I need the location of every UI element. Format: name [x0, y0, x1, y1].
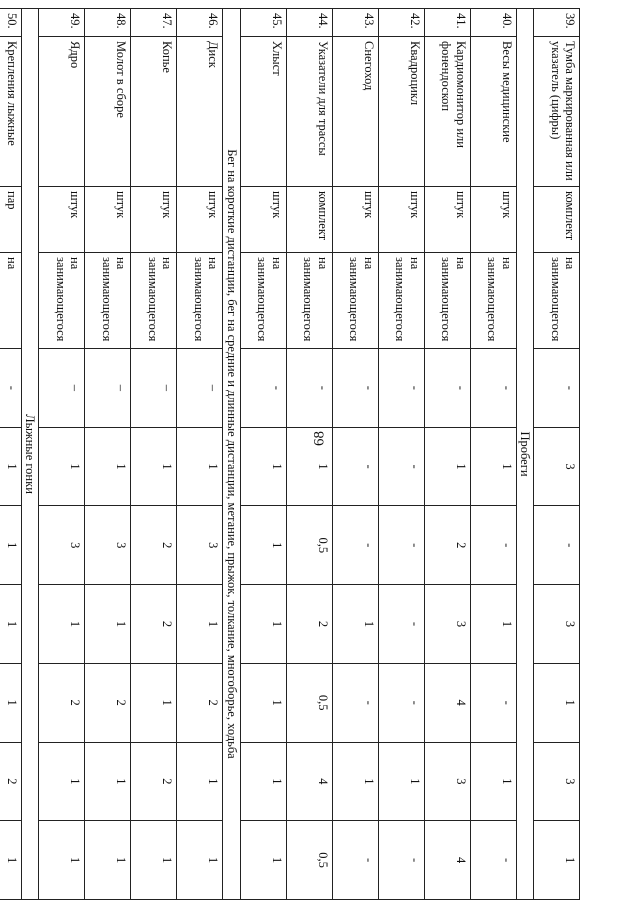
- value-cell: 1: [85, 742, 131, 821]
- measure-cell: на занимающегося: [534, 253, 580, 349]
- value-cell: 1: [85, 585, 131, 664]
- value-cell: 2: [131, 506, 177, 585]
- value-cell: 1: [131, 663, 177, 742]
- value-cell: –: [131, 349, 177, 428]
- value-cell: 1: [424, 427, 470, 506]
- equipment-table: [0, 8, 580, 900]
- row-number: 44.: [286, 9, 332, 37]
- row-number: 40.: [470, 9, 516, 37]
- value-cell: 1: [240, 821, 286, 900]
- equipment-table-body: [0, 9, 580, 900]
- table-row: [332, 9, 378, 900]
- value-cell: 0,5: [286, 821, 332, 900]
- value-cell: 1: [39, 821, 85, 900]
- page-number: 68: [311, 431, 328, 446]
- row-number: 43.: [332, 9, 378, 37]
- value-cell: 1: [534, 663, 580, 742]
- unit-cell: штук: [332, 187, 378, 253]
- value-cell: -: [0, 349, 21, 428]
- measure-cell: на занимающегося: [85, 253, 131, 349]
- row-number: 42.: [378, 9, 424, 37]
- value-cell: 1: [177, 821, 223, 900]
- row-number: 39.: [534, 9, 580, 37]
- value-cell: 4: [424, 663, 470, 742]
- value-cell: 2: [85, 663, 131, 742]
- item-name: Квадроцикл: [378, 37, 424, 187]
- value-cell: 3: [177, 506, 223, 585]
- unit-cell: штук: [131, 187, 177, 253]
- unit-cell: штук: [85, 187, 131, 253]
- value-cell: 3: [534, 427, 580, 506]
- value-cell: -: [378, 427, 424, 506]
- value-cell: -: [332, 821, 378, 900]
- section-header-row: [223, 9, 240, 900]
- table-row: [39, 9, 85, 900]
- item-name: Тумба маркированная или указатель (цифры): [534, 37, 580, 187]
- value-cell: 1: [0, 663, 21, 742]
- value-cell: 3: [39, 506, 85, 585]
- table-row: [0, 9, 21, 900]
- value-cell: 1: [177, 427, 223, 506]
- value-cell: -: [378, 821, 424, 900]
- value-cell: -: [286, 349, 332, 428]
- measure-cell: на занимающегося: [240, 253, 286, 349]
- value-cell: 3: [85, 506, 131, 585]
- table-row: [240, 9, 286, 900]
- value-cell: 4: [286, 742, 332, 821]
- item-name: Диск: [177, 37, 223, 187]
- value-cell: 1: [39, 742, 85, 821]
- value-cell: 0,5: [286, 663, 332, 742]
- value-cell: -: [378, 585, 424, 664]
- item-name: Крепления лыжные: [0, 37, 21, 187]
- value-cell: -: [240, 349, 286, 428]
- value-cell: 1: [177, 585, 223, 664]
- value-cell: 0,5: [286, 506, 332, 585]
- item-name: Хлыст: [240, 37, 286, 187]
- section-title: Бег на короткие дистанции, бег на средние и длинные дистанции, метание, прыжок, толкание, многоборье, ходьба: [223, 9, 240, 900]
- value-cell: –: [177, 349, 223, 428]
- value-cell: -: [470, 663, 516, 742]
- value-cell: -: [534, 506, 580, 585]
- unit-cell: штук: [39, 187, 85, 253]
- measure-cell: на занимающегося: [286, 253, 332, 349]
- table-row: [85, 9, 131, 900]
- value-cell: 1: [39, 427, 85, 506]
- unit-cell: штук: [177, 187, 223, 253]
- value-cell: 1: [240, 663, 286, 742]
- item-name: Копье: [131, 37, 177, 187]
- value-cell: -: [424, 349, 470, 428]
- unit-cell: штук: [470, 187, 516, 253]
- measure-cell: на занимающегося: [332, 253, 378, 349]
- value-cell: 2: [131, 585, 177, 664]
- section-header-row: [21, 9, 38, 900]
- table-row: [286, 9, 332, 900]
- table-row: [534, 9, 580, 900]
- value-cell: 1: [378, 742, 424, 821]
- value-cell: -: [332, 506, 378, 585]
- section-title: Пробеги: [516, 9, 533, 900]
- value-cell: -: [332, 663, 378, 742]
- value-cell: 2: [177, 663, 223, 742]
- measure-cell: на: [0, 253, 21, 349]
- value-cell: 1: [131, 427, 177, 506]
- value-cell: –: [85, 349, 131, 428]
- section-header-row: [516, 9, 533, 900]
- value-cell: 2: [0, 742, 21, 821]
- value-cell: 4: [424, 821, 470, 900]
- value-cell: 2: [424, 506, 470, 585]
- table-row: [131, 9, 177, 900]
- value-cell: -: [378, 506, 424, 585]
- table-row: [378, 9, 424, 900]
- unit-cell: пар: [0, 187, 21, 253]
- row-number: 49.: [39, 9, 85, 37]
- value-cell: -: [378, 663, 424, 742]
- table-row: [470, 9, 516, 900]
- row-number: 50.: [0, 9, 21, 37]
- row-number: 48.: [85, 9, 131, 37]
- value-cell: 1: [240, 427, 286, 506]
- value-cell: 1: [0, 585, 21, 664]
- row-number: 41.: [424, 9, 470, 37]
- value-cell: 1: [534, 821, 580, 900]
- value-cell: 1: [85, 821, 131, 900]
- value-cell: 1: [332, 585, 378, 664]
- value-cell: 1: [0, 821, 21, 900]
- table-row: [177, 9, 223, 900]
- measure-cell: на занимающегося: [131, 253, 177, 349]
- unit-cell: комплект: [286, 187, 332, 253]
- value-cell: 1: [85, 427, 131, 506]
- value-cell: 2: [39, 663, 85, 742]
- value-cell: 1: [286, 427, 332, 506]
- value-cell: 1: [0, 427, 21, 506]
- measure-cell: на занимающегося: [39, 253, 85, 349]
- measure-cell: на занимающегося: [424, 253, 470, 349]
- value-cell: 1: [39, 585, 85, 664]
- item-name: Указатели для трассы: [286, 37, 332, 187]
- value-cell: 1: [470, 427, 516, 506]
- unit-cell: штук: [424, 187, 470, 253]
- value-cell: 1: [240, 506, 286, 585]
- value-cell: 1: [332, 742, 378, 821]
- item-name: Кардиомонитор или фонендоскоп: [424, 37, 470, 187]
- value-cell: -: [332, 349, 378, 428]
- row-number: 45.: [240, 9, 286, 37]
- value-cell: -: [332, 427, 378, 506]
- item-name: Снегоход: [332, 37, 378, 187]
- value-cell: -: [534, 349, 580, 428]
- value-cell: -: [470, 349, 516, 428]
- item-name: Весы медицинские: [470, 37, 516, 187]
- value-cell: -: [470, 821, 516, 900]
- unit-cell: штук: [378, 187, 424, 253]
- value-cell: 3: [534, 585, 580, 664]
- value-cell: 2: [286, 585, 332, 664]
- value-cell: -: [470, 506, 516, 585]
- value-cell: 1: [470, 585, 516, 664]
- value-cell: 3: [424, 742, 470, 821]
- value-cell: 2: [131, 742, 177, 821]
- table-row: [424, 9, 470, 900]
- value-cell: –: [39, 349, 85, 428]
- value-cell: 3: [534, 742, 580, 821]
- item-name: Ядро: [39, 37, 85, 187]
- value-cell: 1: [131, 821, 177, 900]
- measure-cell: на занимающегося: [378, 253, 424, 349]
- value-cell: 3: [424, 585, 470, 664]
- section-title: Лыжные гонки: [21, 9, 38, 900]
- value-cell: 1: [177, 742, 223, 821]
- rotated-page-content: [4, 8, 580, 900]
- value-cell: -: [378, 349, 424, 428]
- row-number: 46.: [177, 9, 223, 37]
- value-cell: 1: [240, 585, 286, 664]
- value-cell: 1: [0, 506, 21, 585]
- row-number: 47.: [131, 9, 177, 37]
- value-cell: 1: [240, 742, 286, 821]
- item-name: Молот в сборе: [85, 37, 131, 187]
- measure-cell: на занимающегося: [177, 253, 223, 349]
- value-cell: 1: [470, 742, 516, 821]
- unit-cell: комплект: [534, 187, 580, 253]
- unit-cell: штук: [240, 187, 286, 253]
- measure-cell: на занимающегося: [470, 253, 516, 349]
